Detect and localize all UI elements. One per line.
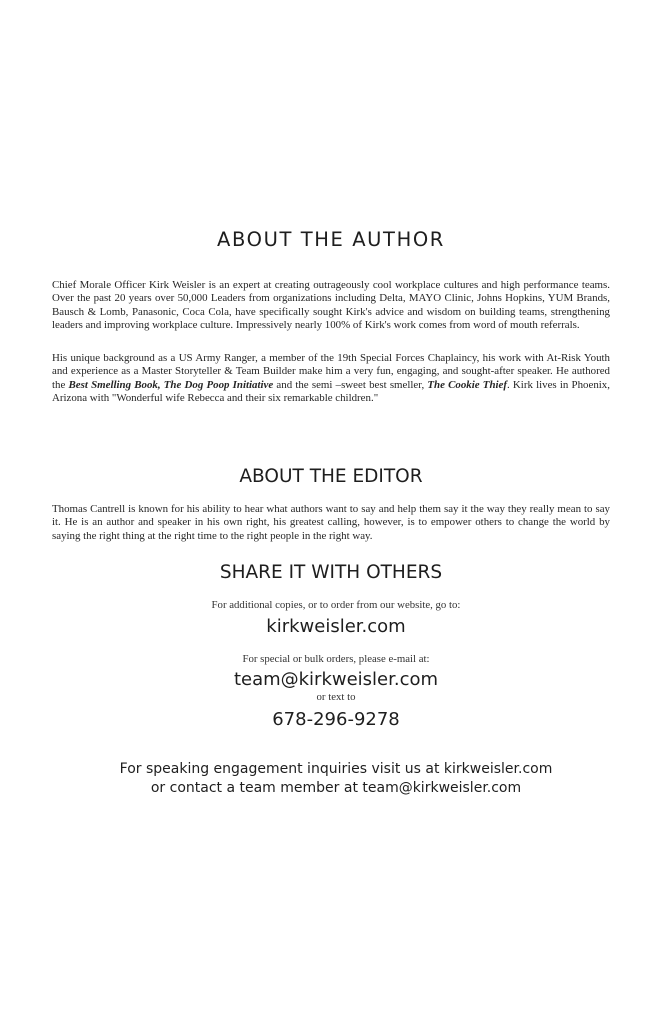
para2-text-c: . Kirk lives in Phoenix, Arizona with "Wonderful wife Rebecca and their six remarkable children." [52,378,610,404]
phone-number[interactable]: 678-296-9278 [272,709,400,730]
about-author-paragraph-2 [52,352,610,405]
bulk-orders-note: For special or bulk orders, please e-mail at: [242,653,430,665]
about-author-heading: ABOUT THE AUTHOR [217,228,445,251]
book-title-dog-poop: Best Smelling Book, The Dog Poop Initiative [68,378,274,391]
copies-note: For additional copies, or to order from our website, go to: [211,599,461,611]
about-editor-heading: ABOUT THE EDITOR [239,466,423,487]
para2-text-b: and the semi –sweet best smeller, [273,378,428,391]
share-heading: SHARE IT WITH OTHERS [219,562,443,583]
speaking-inquiries-line-2: or contact a team member at team@kirkweisler.com [150,780,522,796]
or-text-note: or text to [316,691,356,703]
speaking-inquiries-line-1: For speaking engagement inquiries visit us at kirkweisler.com [119,761,553,777]
website-link[interactable]: kirkweisler.com [266,616,406,637]
email-link[interactable]: team@kirkweisler.com [233,669,439,690]
about-author-paragraph-1: Chief Morale Officer Kirk Weisler is an expert at creating outrageously cool workplace cultures and high performance teams. Over the past 20 years over 50,000 Leaders from organizations including Delta, MAYO Clinic, Johns Hopkins, YUM Brands, Bausch & Lomb, Panasonic, Coca Cola, have specifically sought Kirk's advice and wisdom on building teams, strengthening leaders and improving workplace culture. Impressively nearly 100% of Kirk's work comes from word of mouth referrals. [52,279,610,331]
para2-text-a: His unique background as a US Army Ranger, a member of the 19th Special Forces Chaplaincy, his work with At-Risk Youth and experience as a Master Storyteller & Team Builder make him a very fun, engaging, and sought-after speaker. He authored the [52,352,610,391]
book-title-cookie-thief: The Cookie Thief [427,378,507,391]
about-editor-paragraph: Thomas Cantrell is known for his ability to hear what authors want to say and help them say it the way they really mean to say it. He is an author and speaker in his own right, his greatest calling, however, is to empower others to change the world by saying the right thing at the right time to the right people in the right way. [52,503,610,542]
